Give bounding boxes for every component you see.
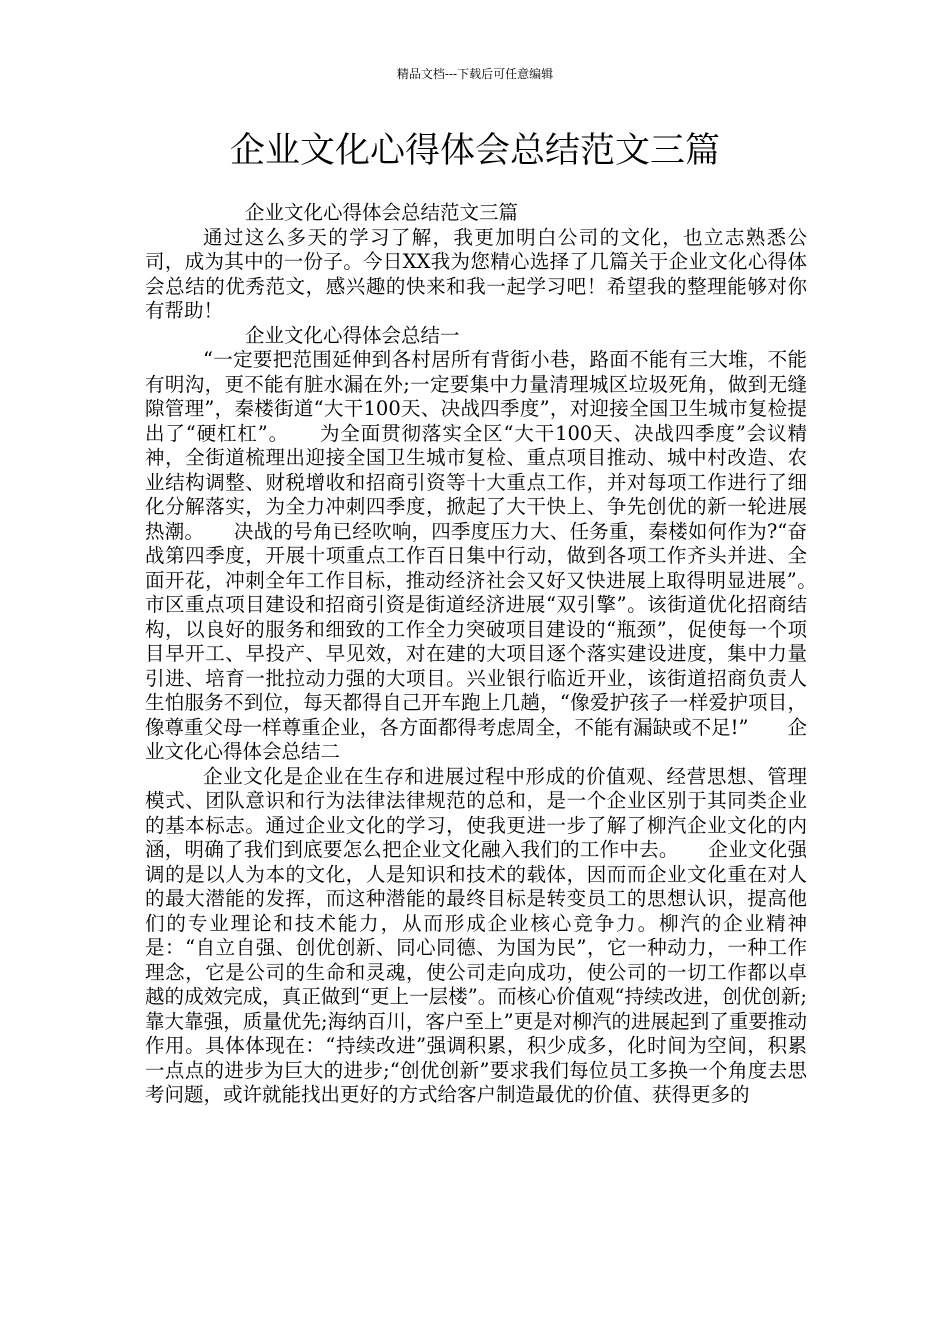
subtitle: 企业文化心得体会总结范文三篇 — [245, 201, 519, 224]
header-note: 精品文档---下载后可任意编辑 — [396, 67, 554, 81]
section-2-paragraph: 企业文化是企业在生存和进展过程中形成的价值观、经营思想、管理模式、团队意识和行为法律法律规范的总和，是一个企业区别于其同类企业的基本标志。通过企业文化的学习，使我更进一步了解了柳汽企业文化的内涵，明确了我们到底要怎么把企业文化融入我们的工作中去。 企业文化强调的是以人为本的文化，人是知识和技术的载体，因而而企业文化重在对人的最大潜能的发挥，而这种潜能的最终目标是转变员工的思想认识，提高他们的专业理论和技术能力，从而形成企业核心竞争力。柳汽的企业精神是：“自立自强、创优创新、同心同德、为国为民”，它一种动力，一种工作理念，它是公司的生命和灵魂，使公司走向成功，使公司的一切工作都以卓越的成效完成，真正做到“更上一层楼”。而核心价值观“持续改进，创优创新;靠大靠强，质量优先;海纳百川，客户至上”更是对柳汽的进展起到了重要推动作用。具体体现在：“持续改进”强调积累，积少成多，化时间为空间，积累一点点的进步为巨大的进步;“创优创新”要求我们每位员工多换一个角度去思考问题，或许就能找出更好的方式给客户制造最优的价值、获得更多的 — [145, 764, 807, 1106]
intro-paragraph: 通过这么多天的学习了解，我更加明白公司的文化，也立志熟悉公司，成为其中的一份子。今日XX我为您精心选择了几篇关于企业文化心得体会总结的优秀范文，感兴趣的快来和我一起学习吧！希望我的整理能够对你有帮助！ — [145, 225, 807, 322]
section-heading-1: 企业文化心得体会总结一 — [245, 323, 460, 347]
section-1-paragraph: “一定要把范围延伸到各村居所有背街小巷，路面不能有三大堆，不能有明沟，更不能有脏水漏在外;一定要集中力量清理城区垃圾死角，做到无缝隙管理”，秦楼街道“大干100天、决战四季度”，对迎接全国卫生城市复检提出了“硬杠杠”。 为全面贯彻落实全区“大干100天、决战四季度”会议精神，全街道梳理出迎接全国卫生城市复检、重点项目推动、城中村改造、农业结构调整、财税增收和招商引资等十大重点工作，并对每项工作进行了细化分解落实，为全力冲刺四季度，掀起了大干快上、争先创优的新一轮进展热潮。 决战的号角已经吹响，四季度压力大、任务重，秦楼如何作为?“奋战第四季度，开展十项重点工作百日集中行动，做到各项工作齐头并进、全面开花，冲刺全年工作目标，推动经济社会又好又快进展上取得明显进展”。 市区重点项目建设和招商引资是街道经济进展“双引擎”。该街道优化招商结构，以良好的服务和细致的工作全力突破项目建设的“瓶颈”，促使每一个项目早开工、早投产、早见效，对在建的大项目逐个落实建设进度，集中力量引进、培育一批拉动力强的大项目。兴业银行临近开业，该街道招商负责人生怕服务不到位，每天都得自己开车跑上几趟，“像爱护孩子一样爱护项目，像尊重父母一样尊重企业，各方面都得考虑周全，不能有漏缺或不足!” 企业文化心得体会总结二 — [145, 348, 847, 763]
document-title: 企业文化心得体会总结范文三篇 — [229, 131, 720, 171]
document-body — [145, 201, 847, 1108]
